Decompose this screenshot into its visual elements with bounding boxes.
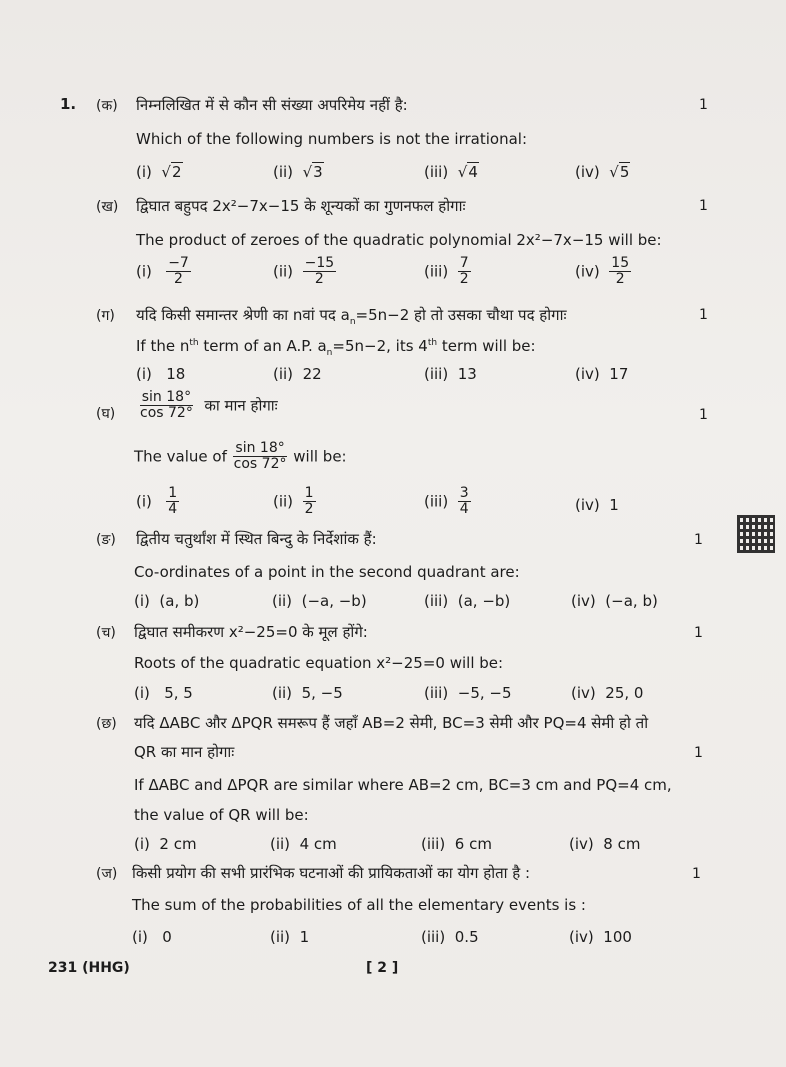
marks: 1 — [699, 307, 708, 323]
paper-code: 231 (HHG) — [48, 960, 130, 976]
option: (ii) 5, −5 — [272, 684, 343, 702]
option: (iv) √5 — [575, 163, 630, 181]
option: (iii) $\frac{3}{4}$ — [424, 485, 469, 518]
subq-hindi-cont: QR का मान होगाः — [134, 743, 235, 761]
option: (i) 0 — [132, 928, 172, 946]
option: (iii) $\frac{7}{2}$ — [424, 255, 469, 288]
subq-hindi: निम्नलिखित में से कौन सी संख्या अपरिमेय नहीं है: — [136, 96, 408, 114]
subq-hindi: यदि ΔABC और ΔPQR समरूप हैं जहाँ AB=2 सेमी, BC=3 सेमी और PQ=4 सेमी हो तो — [134, 714, 649, 732]
subq-label: (ङ) — [96, 532, 116, 548]
page-number: [ 2 ] — [366, 960, 399, 976]
subq-label: (ज) — [96, 866, 118, 882]
marks: 1 — [692, 866, 701, 882]
option: (i) 5, 5 — [134, 684, 193, 702]
option: (ii) 22 — [273, 365, 322, 383]
marks: 1 — [699, 198, 708, 214]
subq-english: If the $n^{th}$ term of an A.P. $a_n=5n-2$, its 4th term will be: — [136, 337, 536, 358]
option: (iii) 6 cm — [421, 835, 492, 853]
option: (ii) (−a, −b) — [272, 592, 367, 610]
option: (iii) √4 — [424, 163, 478, 181]
subq-hindi: किसी प्रयोग की सभी प्रारंभिक घटनाओं की प्रायिकताओं का योग होता है : — [132, 864, 531, 882]
marks: 1 — [694, 532, 703, 548]
option: (iv) 100 — [569, 928, 632, 946]
subq-label: (छ) — [96, 716, 117, 732]
option: (iv) (−a, b) — [571, 592, 658, 610]
option: (ii) √3 — [273, 163, 323, 181]
option: (iii) 13 — [424, 365, 477, 383]
option: (ii) 4 cm — [270, 835, 337, 853]
option: (iii) −5, −5 — [424, 684, 512, 702]
subq-label: (क) — [96, 98, 118, 114]
marks: 1 — [699, 97, 708, 113]
subq-label: (ग) — [96, 308, 115, 324]
subq-hindi: $\frac{\sin 18^\circ}{\cos 72^\circ}$ का मान होगाः — [140, 389, 278, 422]
subq-english: The product of zeroes of the quadratic polynomial 2x²−7x−15 will be: — [136, 231, 662, 249]
option: (i) 2 cm — [134, 835, 197, 853]
option: (iv) 25, 0 — [571, 684, 644, 702]
option: (iii) 0.5 — [421, 928, 479, 946]
subq-label: (ख) — [96, 199, 119, 215]
option: (ii) 1 — [270, 928, 310, 946]
subq-hindi: यदि किसी समान्तर श्रेणी का nवां पद $a_n=5n-2$ हो तो उसका चौथा पद होगाः — [136, 306, 567, 327]
subq-hindi: द्वितीय चतुर्थांश में स्थित बिन्दु के निर्देशांक हैं: — [136, 530, 377, 548]
marks: 1 — [694, 745, 703, 761]
question-number: 1. — [60, 95, 77, 113]
option: (iv) $\frac{15}{2}$ — [575, 255, 630, 288]
option: (iv) 1 — [575, 496, 619, 514]
option: (i) (a, b) — [134, 592, 200, 610]
option: (ii) $\frac{1}{2}$ — [273, 485, 314, 518]
subq-english: Which of the following numbers is not the irrational: — [136, 130, 528, 148]
subq-label: (च) — [96, 625, 116, 641]
option: (i) $\frac{-7}{2}$ — [136, 255, 189, 288]
subq-english-cont: the value of QR will be: — [134, 806, 309, 824]
option: (i) 18 — [136, 365, 186, 383]
option: (iv) 8 cm — [569, 835, 641, 853]
subq-english: The sum of the probabilities of all the elementary events is : — [132, 896, 586, 914]
subq-hindi: द्विघात बहुपद 2x²−7x−15 के शून्यकों का गुणनफल होगाः — [136, 197, 466, 215]
subq-english: The value of $\frac{\sin 18^\circ}{\cos 72^\circ}$ will be: — [134, 440, 347, 473]
subq-english: Co-ordinates of a point in the second quadrant are: — [134, 563, 520, 581]
option: (i) $\frac{1}{4}$ — [136, 485, 178, 518]
option: (iii) (a, −b) — [424, 592, 511, 610]
marks: 1 — [694, 625, 703, 641]
option: (ii) $\frac{-15}{2}$ — [273, 255, 335, 288]
marks: 1 — [699, 407, 708, 423]
option: (iv) 17 — [575, 365, 629, 383]
qr-code — [737, 515, 775, 553]
subq-label: (घ) — [96, 406, 116, 422]
option: (i) √2 — [136, 163, 182, 181]
subq-english: If ΔABC and ΔPQR are similar where AB=2 cm, BC=3 cm and PQ=4 cm, — [134, 776, 672, 794]
subq-english: Roots of the quadratic equation x²−25=0 will be: — [134, 654, 504, 672]
subq-hindi: द्विघात समीकरण x²−25=0 के मूल होंगे: — [134, 623, 368, 641]
